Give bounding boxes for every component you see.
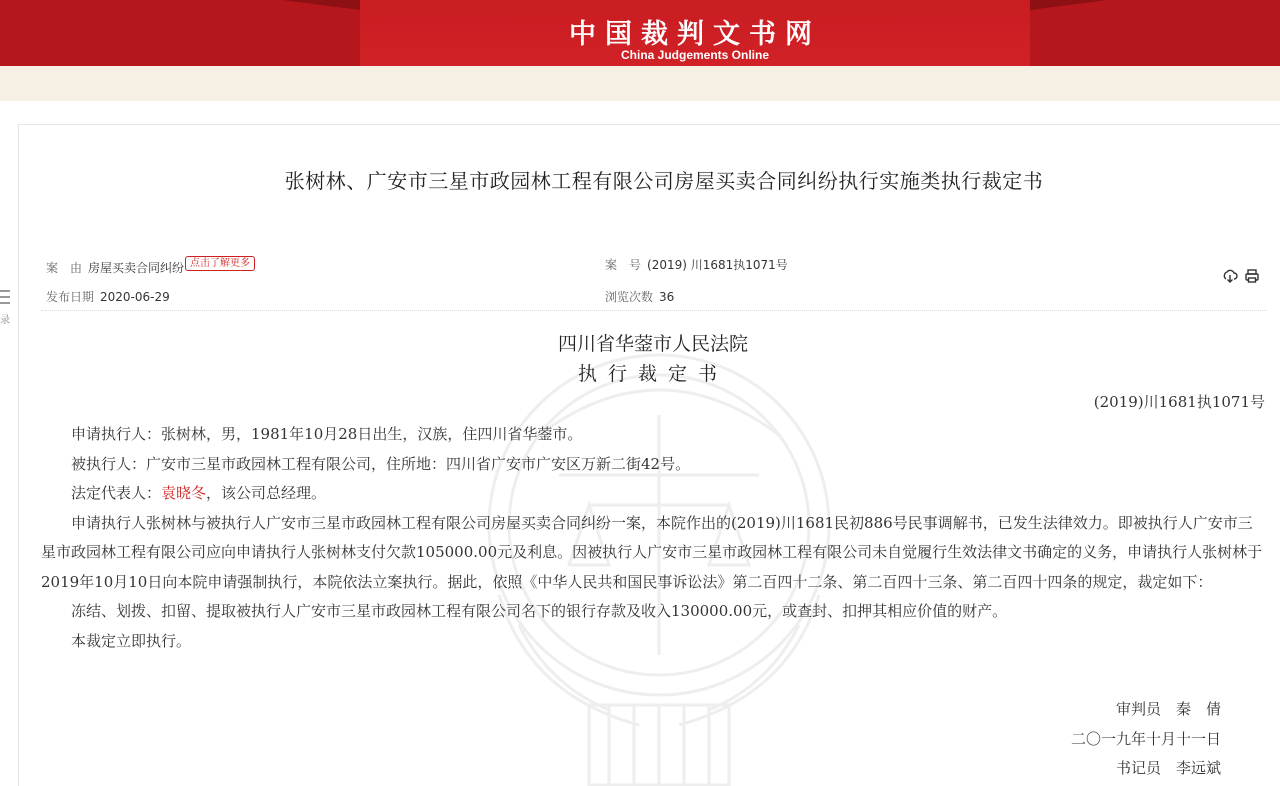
paragraph-effect: 本裁定立即执行。 (71, 631, 192, 650)
legal-rep-label: 法定代表人： (71, 484, 162, 502)
signature-block (1071, 695, 1221, 784)
document-body (41, 420, 1267, 656)
document-title: 张树林、广安市三星市政园林工程有限公司房屋买卖合同纠纷执行实施类执行裁定书 (284, 169, 1044, 193)
meta-view-count (605, 288, 674, 305)
meta-views-value: 36 (659, 290, 675, 304)
meta-views-label: 浏览次数 (605, 290, 654, 304)
meta-case-no-value: (2019) 川1681执1071号 (647, 258, 788, 272)
meta-case-no (605, 256, 788, 273)
signature-date: 二〇一九年十月十一日 (1070, 729, 1221, 748)
meta-divider (41, 310, 1267, 311)
site-logo-subtitle: China Judgements Online (620, 48, 770, 62)
legal-rep-name-link[interactable]: 袁晓冬 (161, 484, 207, 502)
site-logo-title[interactable]: 中国裁判文书网 (569, 19, 821, 50)
download-icon[interactable] (1222, 268, 1238, 284)
paragraph-legal-rep (41, 479, 1267, 509)
meta-cause-value: 房屋买卖合同纠纷 (88, 261, 185, 275)
meta-cause (46, 256, 255, 276)
document-kind: 执行裁定书 (577, 363, 728, 385)
meta-cause-label: 案 由 (46, 261, 83, 275)
signature-judge: 审判员 秦 倩 (1115, 700, 1221, 718)
nav-bar (0, 66, 1280, 101)
meta-publish-value: 2020-06-29 (100, 290, 170, 304)
case-number: (2019)川1681执1071号 (1093, 393, 1265, 411)
toc-label: 录 (0, 315, 10, 326)
menu-line (0, 290, 10, 292)
legal-rep-suffix: ，该公司总经理。 (206, 484, 327, 502)
document-panel (18, 124, 1280, 786)
banner-ornament-right (1030, 0, 1108, 10)
table-of-contents-toggle[interactable] (0, 290, 14, 327)
site-header (0, 0, 1280, 66)
meta-publish-label: 发布日期 (46, 290, 95, 304)
paragraph-ruling: 冻结、划拨、扣留、提取被执行人广安市三星市政园林工程有限公司名下的银行存款及收入130000.00元，或查封、扣押其相应价值的财产。 (71, 602, 1008, 620)
learn-more-button[interactable]: 点击了解更多 (185, 256, 255, 271)
meta-publish-date (46, 288, 170, 305)
paragraph-respondent: 被执行人：广安市三星市政园林工程有限公司，住所地：四川省广安市广安区万新二街42号。 (71, 454, 691, 473)
banner-ornament-left (282, 0, 360, 10)
menu-line (0, 296, 10, 298)
meta-case-no-label: 案 号 (605, 258, 642, 272)
menu-line (0, 302, 10, 304)
print-icon[interactable] (1244, 268, 1260, 284)
paragraph-facts: 申请执行人张树林与被执行人广安市三星市政园林工程有限公司房屋买卖合同纠纷一案，本院作出的(2019)川1681民初886号民事调解书，已发生法律效力。即被执行人广安市三星市政园林工程有限公司应向申请执行人张树林支付欠款105000.00元及利息。因被执行人广安市三星市政园林工程有限公司未自觉履行生效法律文书确定的义务，申请执行人张树林于2019年10月10日向本院申请强制执行，本院依法立案执行。据此，依照《中华人民共和国民事诉讼法》第二百四十二条、第二百四十三条、第二百四十四条的规定，裁定如下： (41, 513, 1263, 591)
signature-clerk: 书记员 李远斌 (1115, 759, 1221, 777)
court-name: 四川省华蓥市人民法院 (557, 333, 748, 355)
paragraph-applicant: 申请执行人：张树林，男，1981年10月28日出生，汉族，住四川省华蓥市。 (71, 425, 583, 443)
